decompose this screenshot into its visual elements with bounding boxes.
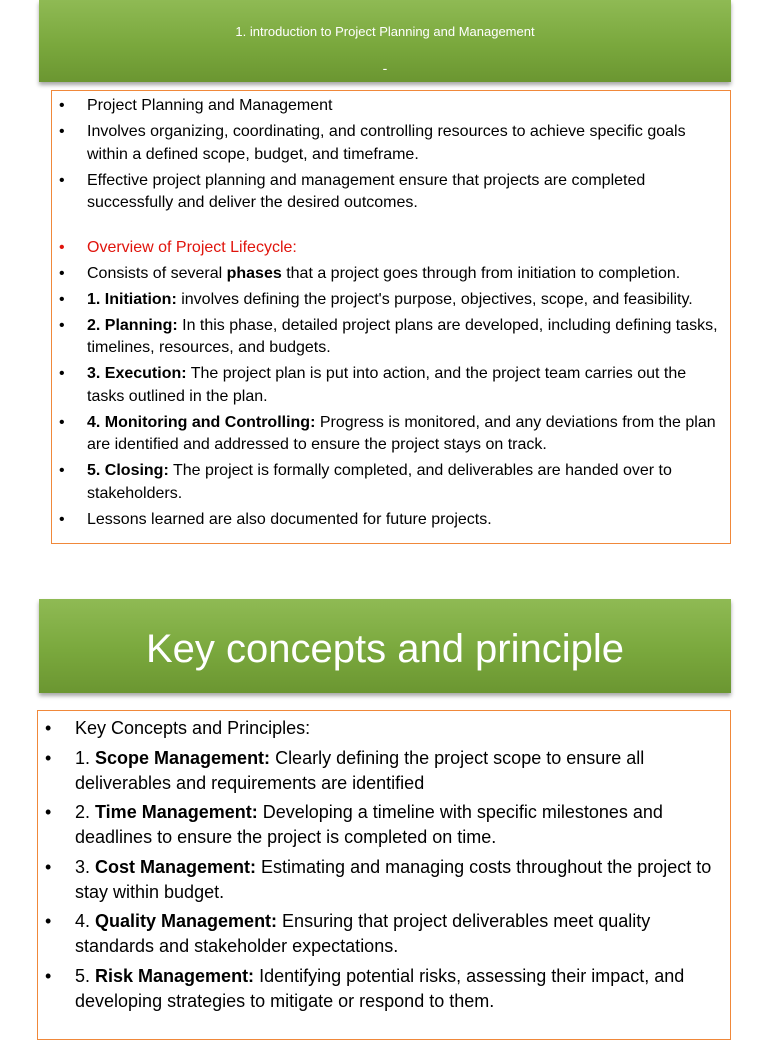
bullet-icon: •: [59, 462, 65, 479]
slide-2-bullet-list: [45, 716, 725, 1018]
bullet-icon: •: [59, 238, 65, 256]
bullet-icon: •: [59, 123, 65, 140]
list-item: • 2. Planning: In this phase, detailed project plans are developed, including defining tasks, timelines, resources, and budgets.: [59, 316, 718, 356]
bullet-icon: •: [59, 97, 65, 114]
bullet-icon: •: [59, 413, 65, 431]
list-item: • Lessons learned are also documented for future projects.: [59, 509, 723, 532]
slide-2-title: Key concepts and principle: [145, 627, 625, 671]
list-item: • 4. Monitoring and Controlling: Progress is monitored, and any deviations from the plan are identified and addressed to ensure the project stays on track.: [59, 413, 716, 453]
list-item: • 5. Closing: The project is formally completed, and deliverables are handed over to stakeholders.: [59, 462, 672, 502]
list-item: • Project Planning and Management: [59, 95, 723, 118]
bullet-icon: •: [59, 510, 65, 528]
slide-1-subtitle: -: [382, 60, 388, 76]
list-item: • 4. Quality Management: Ensuring that project deliverables meet quality standards and stakeholder expectations.: [45, 911, 651, 956]
slide-1-header: [39, 0, 731, 82]
list-item: • 2. Time Management: Developing a timeline with specific milestones and deadlines to ensure the project is completed on time.: [45, 802, 663, 847]
slide-1-title: 1. introduction to Project Planning and Management: [235, 24, 535, 39]
bullet-icon: •: [59, 290, 65, 308]
list-item: • Involves organizing, coordinating, and controlling resources to achieve specific goals within a defined scope, budget, and timeframe.: [59, 123, 686, 163]
bullet-icon: •: [59, 316, 65, 334]
list-item: • 1. Initiation: involves defining the project's purpose, objectives, scope, and feasibility.: [59, 289, 723, 312]
bullet-icon: •: [45, 747, 52, 768]
list-item: • 5. Risk Management: Identifying potential risks, assessing their impact, and developing strategies to mitigate or respond to them.: [45, 965, 685, 1011]
list-item: • 1. Scope Management: Clearly defining the project scope to ensure all deliverables and requirements are identified: [45, 747, 645, 793]
bullet-icon: •: [45, 802, 52, 822]
bullet-icon: •: [59, 365, 65, 382]
list-item: • 3. Execution: The project plan is put into action, and the project team carries out the tasks outlined in the plan.: [59, 365, 687, 405]
bullet-icon: •: [45, 856, 52, 877]
bullet-icon: •: [45, 965, 52, 986]
lifecycle-heading: • Overview of Project Lifecycle:: [59, 237, 723, 260]
bullet-icon: •: [45, 911, 52, 931]
list-item: • 3. Cost Management: Estimating and managing costs throughout the project to stay within budget.: [45, 856, 712, 902]
slide-1-bullet-list: [59, 95, 723, 535]
list-item: • Key Concepts and Principles:: [45, 716, 725, 741]
list-item: • Consists of several phases that a project goes through from initiation to completion.: [59, 263, 723, 286]
slide-2-header: [39, 599, 731, 693]
bullet-icon: •: [59, 264, 65, 282]
bullet-icon: •: [59, 171, 65, 189]
list-item: • Effective project planning and management ensure that projects are completed successfully and deliver the desired outcomes.: [59, 171, 646, 211]
bullet-icon: •: [45, 718, 52, 738]
